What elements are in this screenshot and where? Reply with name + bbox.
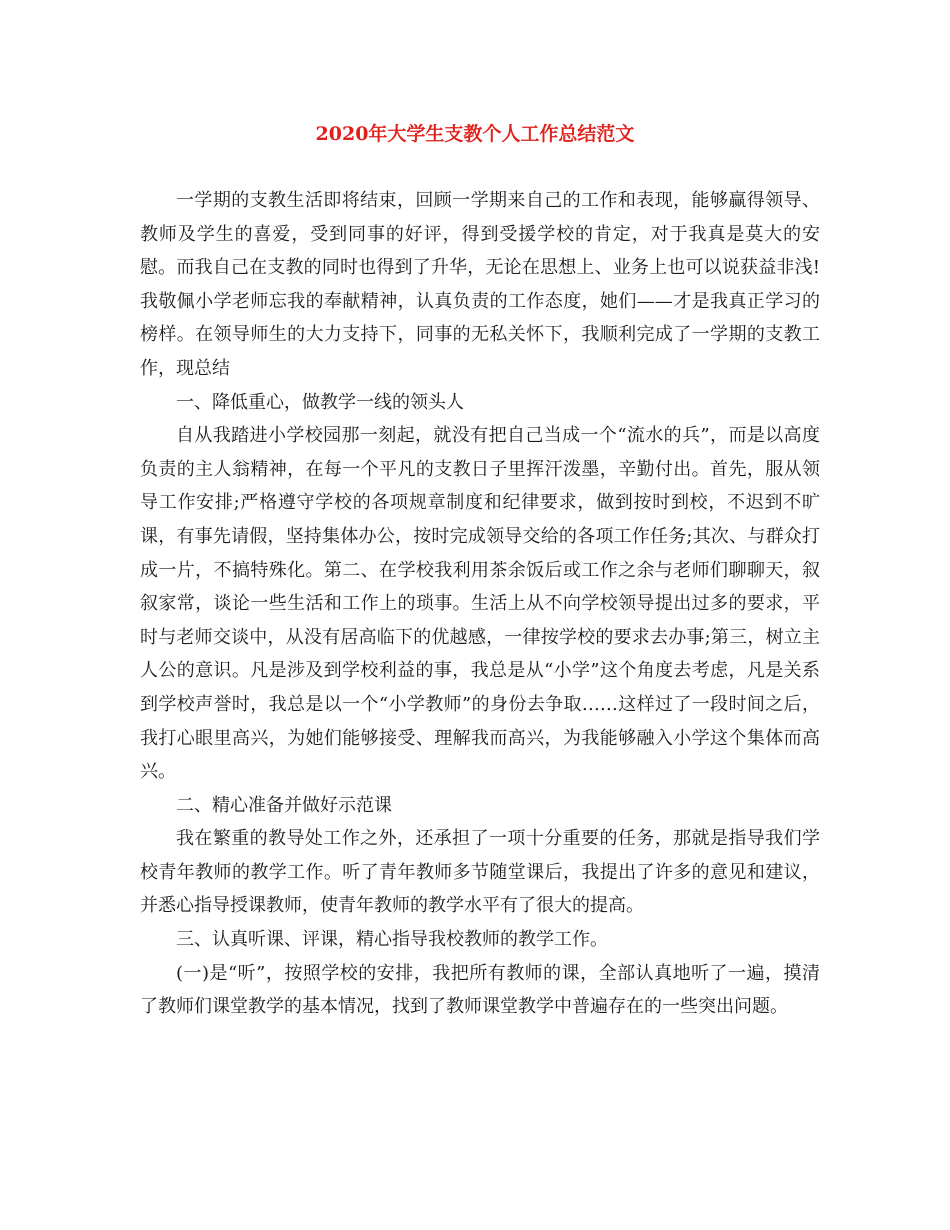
document-body [140,184,820,1024]
section-heading-3: 三、认真听课、评课，精心指导我校教师的教学工作。 [176,929,608,951]
paragraph-section-2: 我在繁重的教导处工作之外，还承担了一项十分重要的任务，那就是指导我们学校青年教师的教学工作。听了青年教师多节随堂课后，我提出了许多的意见和建议，并悉心指导授课教师，使青年教师的教学水平有了很大的提高。 [140,828,820,917]
section-heading-2: 二、精心准备并做好示范课 [176,794,392,816]
section-heading-1: 一、降低重心，做教学一线的领头人 [176,391,464,413]
document-title: 2020年大学生支教个人工作总结范文 [315,123,635,145]
paragraph-section-3: (一)是“听”，按照学校的安排，我把所有教师的课，全部认真地听了一遍，摸清了教师们课堂教学的基本情况，找到了教师课堂教学中普遍存在的一些突出问题。 [140,962,820,1018]
paragraph-section-1: 自从我踏进小学校园那一刻起，就没有把自己当成一个“流水的兵”，而是以高度负责的主人翁精神，在每一个平凡的支教日子里挥汗泼墨，辛勤付出。首先，服从领导工作安排;严格遵守学校的各项规章制度和纪律要求，做到按时到校，不迟到不旷课，有事先请假，坚持集体办公，按时完成领导交给的各项工作任务;其次、与群众打成一片，不搞特殊化。第二、在学校我利用茶余饭后或工作之余与老师们聊聊天，叙叙家常，谈论一些生活和工作上的琐事。生活上从不向学校领导提出过多的要求，平时与老师交谈中，从没有居高临下的优越感，一律按学校的要求去办事;第三，树立主人公的意识。凡是涉及到学校利益的事，我总是从“小学”这个角度去考虑，凡是关系到学校声誉时，我总是以一个“小学教师”的身份去争取……这样过了一段时间之后，我打心眼里高兴，为她们能够接受、理解我而高兴，为我能够融入小学这个集体而高兴。 [140,425,820,783]
paragraph-intro: 一学期的支教生活即将结束，回顾一学期来自己的工作和表现，能够赢得领导、教师及学生的喜爱，受到同事的好评，得到受援学校的肯定，对于我真是莫大的安慰。而我自己在支教的同时也得到了升华，无论在思想上、业务上也可以说获益非浅!我敬佩小学老师忘我的奉献精神，认真负责的工作态度，她们——才是我真正学习的榜样。在领导师生的大力支持下，同事的无私关怀下，我顺利完成了一学期的支教工作，现总结 [140,190,820,379]
